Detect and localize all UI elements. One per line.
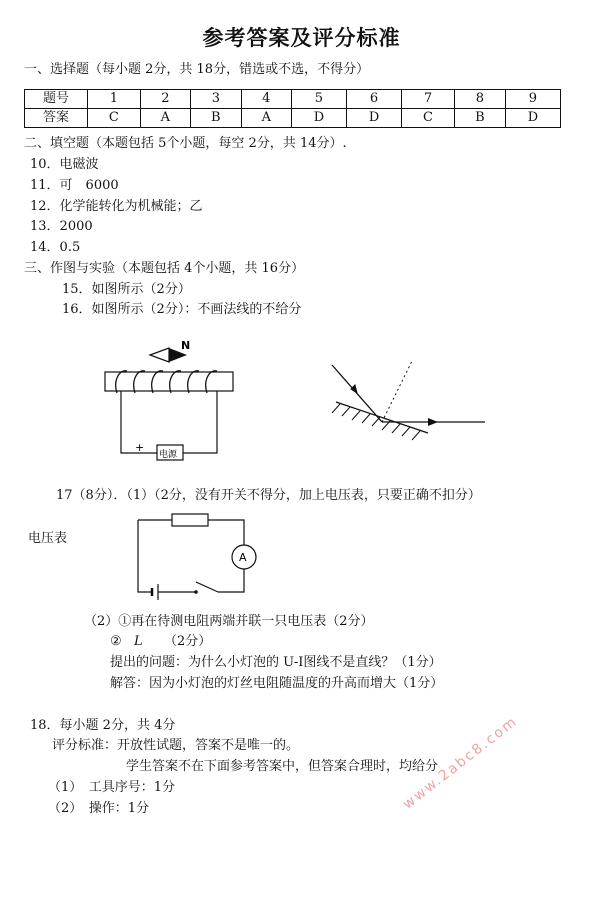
answer-17-heading: 17（8分）．（1）（2分，没有开关不得分，加上电压表，只要正确不扣分）: [56, 488, 481, 503]
page-title: 参考答案及评分标准: [202, 26, 401, 50]
power-source-label: 电源: [159, 450, 178, 460]
watermark: www.2abc8.com: [400, 713, 521, 813]
table-cell: 1: [88, 90, 141, 109]
section-1-heading: 一、选择题（每小题 2分，共 18分，错选或不选，不得分）: [24, 62, 370, 77]
table-row-answers: [25, 109, 561, 128]
answer-12: 12．化学能转化为机械能；乙: [30, 199, 203, 214]
compass-needle-white: [150, 348, 169, 362]
answer-15: 15．如图所示（2分）: [62, 282, 191, 297]
electromagnet-figure: [95, 335, 245, 470]
table-cell: B: [454, 109, 505, 128]
answer-18-heading: 18．每小题 2分，共 4分: [30, 718, 176, 733]
table-cell: 3: [190, 90, 241, 109]
compass-n-label: N: [181, 339, 191, 352]
ammeter-label: A: [239, 551, 247, 564]
table-cell: 5: [291, 90, 346, 109]
table-cell: C: [88, 109, 141, 128]
switch-blade: [196, 582, 218, 592]
answer-17-explanation: 解答：因为小灯泡的灯丝电阻随温度的升高而增大（1分）: [110, 676, 444, 691]
wire-right-bottom: [218, 569, 244, 592]
table-row-numbers: [25, 90, 561, 109]
voltmeter-note: 电压表: [28, 531, 68, 546]
table-cell: 9: [505, 90, 560, 109]
table-cell: 4: [241, 90, 291, 109]
circuit-figure: [128, 508, 268, 608]
resistor: [172, 514, 208, 526]
answer-18-note: 学生答案不在下面参考答案中，但答案合理时，均给分: [126, 759, 439, 774]
table-cell: 6: [346, 90, 401, 109]
table-cell: B: [190, 109, 241, 128]
answer-14: 14．0.5: [30, 240, 81, 255]
answer-18-standard: 评分标准：开放性试题，答案不是唯一的。: [52, 738, 300, 753]
wire-left: [138, 520, 152, 592]
section-2-heading: 二、填空题（本题包括 5个小题，每空 2分，共 14分）.: [24, 136, 347, 151]
table-cell: 2: [140, 90, 190, 109]
answer-11: 11．可 6000: [30, 178, 119, 193]
answer-10: 10．电磁波: [30, 157, 99, 172]
table-cell: 7: [402, 90, 455, 109]
table-cell: 8: [454, 90, 505, 109]
table-cell: D: [291, 109, 346, 128]
answer-17-2b-points: （2分）: [164, 634, 212, 649]
answer-17-2b-num: ②: [110, 634, 122, 649]
answer-18-1: （1） 工具序号：1分: [48, 780, 176, 795]
table-cell: C: [402, 109, 455, 128]
answer-17-question: 提出的问题：为什么小灯泡的 U-I图线不是直线？（1分）: [110, 655, 442, 670]
mirror-surface: [336, 402, 428, 433]
table-cell: D: [505, 109, 560, 128]
answer-13: 13．2000: [30, 219, 93, 234]
table-answer-label: 答案: [25, 109, 88, 128]
table-cell: A: [241, 109, 291, 128]
table-cell: A: [140, 109, 190, 128]
wire-right: [183, 391, 217, 453]
answer-16: 16．如图所示（2分）：不画法线的不给分: [62, 302, 302, 317]
incident-arrow: [351, 385, 357, 393]
answer-17-2b-var: L: [134, 634, 143, 649]
table-cell: D: [346, 109, 401, 128]
reflection-figure: [320, 355, 490, 455]
answer-18-2: （2） 操作：1分: [48, 801, 150, 816]
answer-17-2a: （2）①再在待测电阻两端并联一只电压表（2分）: [84, 614, 374, 629]
normal-line: [382, 361, 412, 422]
iron-core: [105, 372, 233, 391]
table-header-label: 题号: [25, 90, 88, 109]
section-3-heading: 三、作图与实验（本题包括 4个小题，共 16分）: [24, 261, 305, 276]
wire-top-right: [208, 520, 244, 545]
answer-table: [24, 89, 561, 128]
reflected-arrow: [428, 418, 438, 426]
plus-sign: +: [135, 441, 145, 454]
